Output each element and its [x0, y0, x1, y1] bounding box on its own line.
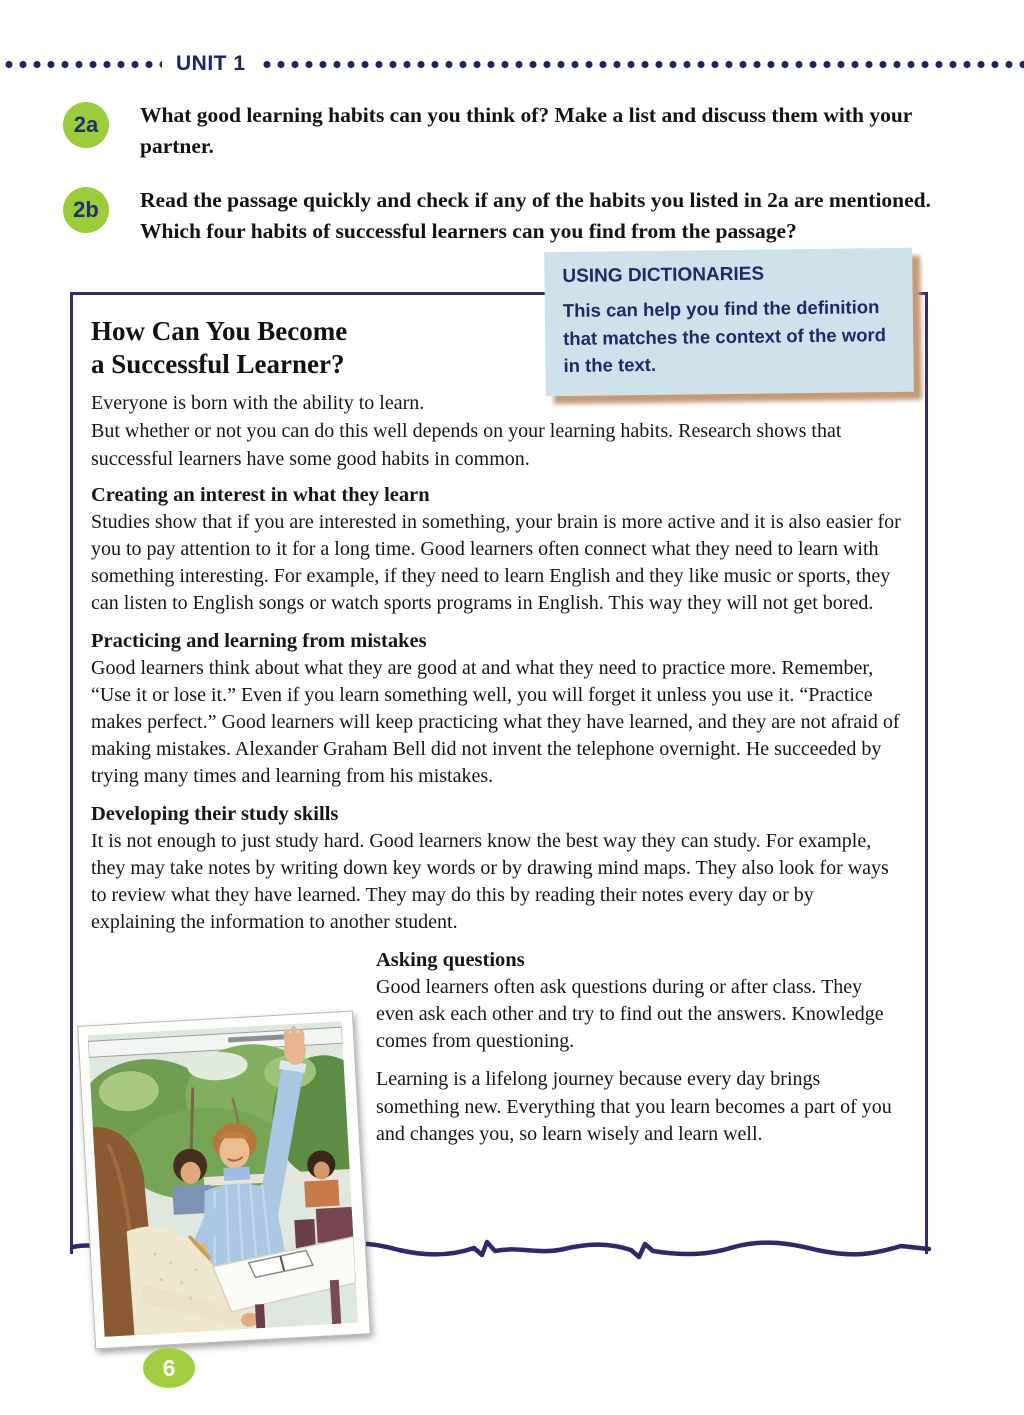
passage-intro-line1: Everyone is born with the ability to learn. [91, 392, 425, 414]
activity-badge-2a: 2a [63, 102, 109, 148]
section-heading: Creating an interest in what they learn [91, 484, 430, 506]
section-body: Good learners often ask questions during or after class. They even ask each other and try to find out the answers. Knowledge comes from questioning. [376, 976, 884, 1052]
dotted-rule-right [260, 60, 1024, 69]
passage-title-line1: How Can You Become [91, 316, 348, 346]
activity-2b-instruction: Read the passage quickly and check if any of the habits you listed in 2a are mentioned. Which four habits of successful learners can you find from the passage? [140, 188, 931, 243]
section-body: Good learners think about what they are good at and what they need to practice more. Remember, “Use it or lose it.” Even if you learn something well, you will forget it unless you use it. “Practice makes perfect.” Good learners will keep practicing what they have learned, and they are not afraid of making mistakes. Alexander Graham Bell did not invent the telephone overnight. He succeeded by trying many times and learning from his mistakes. [91, 657, 900, 787]
unit-label: UNIT 1 [176, 52, 246, 75]
tip-box-title: USING DICTIONARIES [562, 263, 765, 288]
tip-box-body: This can help you find the definition that matches the context of the word in the text. [562, 296, 887, 377]
activity-badge-2b: 2b [63, 187, 109, 233]
section-body: It is not enough to just study hard. Good learners know the best way they can study. For example, they may take notes by writing down key words or by drawing mind maps. They also look for ways to review what they have learned. They may do this by reading their notes every day or by explaining the information to another student. [91, 830, 889, 933]
section-heading: Developing their study skills [91, 803, 339, 825]
section-heading: Practicing and learning from mistakes [91, 630, 427, 652]
section-body: Studies show that if you are interested in something, your brain is more active and it is also easier for you to pay attention to it for a long time. Good learners often connect what they need to learn with something interesting. For example, if they need to learn English and they like music or sports, they can listen to English songs or watch sports programs in English. This way they will not get bored. [91, 511, 901, 614]
passage-section-interest [91, 482, 903, 617]
passage-section-study-skills [91, 801, 903, 936]
classroom-photo-illustration [88, 1021, 358, 1337]
passage-section-practicing [91, 628, 903, 790]
passage-intro: But whether or not you can do this well depends on your learning habits. Research shows that successful learners have some good habits in common. [91, 420, 842, 470]
tip-box-using-dictionaries [544, 248, 914, 396]
passage-closing-paragraph: Learning is a lifelong journey because every day brings something new. Everything that you learn becomes a part of you and changes you, so learn wisely and learn well. [376, 1068, 892, 1145]
page-number-badge: 6 [143, 1348, 195, 1388]
section-heading: Asking questions [376, 949, 525, 971]
activity-2b [63, 185, 940, 247]
unit-header [0, 52, 1024, 76]
activity-2a-instruction: What good learning habits can you think of? Make a list and discuss them with your partner. [140, 103, 912, 158]
passage-title-line2: a Successful Learner? [91, 349, 345, 379]
dotted-rule-left [2, 60, 162, 69]
classroom-photo [77, 1011, 371, 1350]
activity-2a [63, 100, 940, 162]
